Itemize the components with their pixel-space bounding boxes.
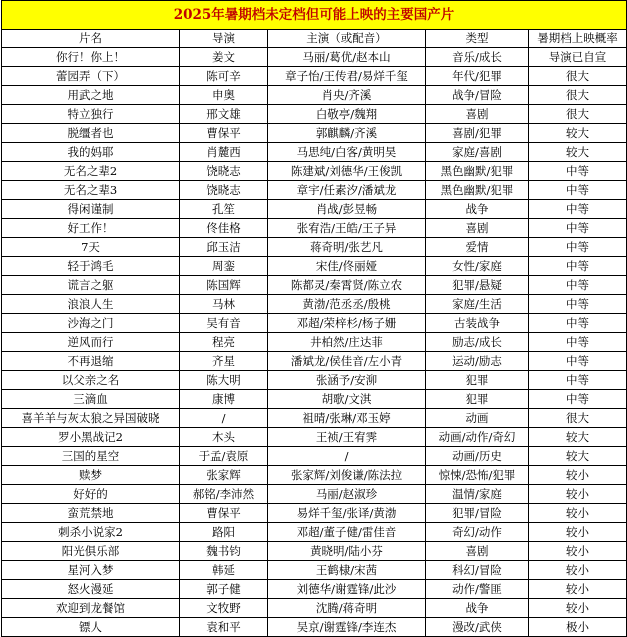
genre-cell: 家庭/生活 <box>426 295 529 314</box>
director-cell: 陈大明 <box>180 371 268 390</box>
film-title-cell: 阳光俱乐部 <box>2 542 180 561</box>
genre-cell: 古装战争 <box>426 314 529 333</box>
genre-cell: 喜剧 <box>426 542 529 561</box>
director-cell: 文牧野 <box>180 599 268 618</box>
probability-cell: 中等 <box>529 162 627 181</box>
genre-cell: 犯罪 <box>426 390 529 409</box>
film-title-cell: 好工作！ <box>2 219 180 238</box>
genre-cell: 战争 <box>426 200 529 219</box>
cast-cell: 王鹤棣/宋茜 <box>268 561 426 580</box>
cast-cell: 胡歌/文淇 <box>268 390 426 409</box>
genre-cell: 女性/家庭 <box>426 257 529 276</box>
genre-cell: 战争/冒险 <box>426 86 529 105</box>
cast-cell: 宋佳/佟丽娅 <box>268 257 426 276</box>
director-cell: 曹保平 <box>180 504 268 523</box>
table-row <box>2 485 627 504</box>
genre-cell: 喜剧 <box>426 105 529 124</box>
film-title-cell: 7天 <box>2 238 180 257</box>
probability-cell: 中等 <box>529 238 627 257</box>
film-title-cell: 谎言之躯 <box>2 276 180 295</box>
probability-cell: 很大 <box>529 409 627 428</box>
director-cell: 陈可辛 <box>180 67 268 86</box>
probability-cell: 中等 <box>529 219 627 238</box>
director-cell: 韩延 <box>180 561 268 580</box>
table-row <box>2 542 627 561</box>
genre-cell: 黑色幽默/犯罪 <box>426 162 529 181</box>
probability-cell: 较小 <box>529 466 627 485</box>
director-cell: 郝铭/李沛然 <box>180 485 268 504</box>
table-row <box>2 105 627 124</box>
director-cell: 饶晓志 <box>180 162 268 181</box>
director-cell: 袁和平 <box>180 618 268 637</box>
film-title-cell: 浪浪人生 <box>2 295 180 314</box>
genre-cell: 动画/动作/奇幻 <box>426 428 529 447</box>
genre-cell: 励志/成长 <box>426 333 529 352</box>
table-row <box>2 333 627 352</box>
table-row <box>2 200 627 219</box>
film-title-cell: 脱缰者也 <box>2 124 180 143</box>
film-title-cell: 镖人 <box>2 618 180 637</box>
table-row <box>2 618 627 637</box>
table-row <box>2 143 627 162</box>
film-title-cell: 无名之辈3 <box>2 181 180 200</box>
film-title-cell: 轻于鸿毛 <box>2 257 180 276</box>
genre-cell: 音乐/成长 <box>426 48 529 67</box>
film-title-cell: 不再退缩 <box>2 352 180 371</box>
director-cell: 陈国辉 <box>180 276 268 295</box>
probability-cell: 较小 <box>529 485 627 504</box>
film-title-cell: 得闲谨制 <box>2 200 180 219</box>
table-row <box>2 257 627 276</box>
cast-cell: 马丽/葛优/赵本山 <box>268 48 426 67</box>
probability-cell: 较大 <box>529 143 627 162</box>
film-title-cell: 赎梦 <box>2 466 180 485</box>
film-title-cell: 好好的 <box>2 485 180 504</box>
probability-cell: 较小 <box>529 504 627 523</box>
table-row <box>2 162 627 181</box>
film-title-cell: 怒火漫延 <box>2 580 180 599</box>
probability-cell: 较大 <box>529 447 627 466</box>
director-cell: 孔笙 <box>180 200 268 219</box>
column-header-title: 片名 <box>2 30 180 48</box>
director-cell: 肖麓西 <box>180 143 268 162</box>
genre-cell: 犯罪/悬疑 <box>426 276 529 295</box>
director-cell: 邱玉洁 <box>180 238 268 257</box>
director-cell: 木头 <box>180 428 268 447</box>
cast-cell: 张涵予/安泖 <box>268 371 426 390</box>
director-cell: 佟佳格 <box>180 219 268 238</box>
genre-cell: 动画/历史 <box>426 447 529 466</box>
cast-cell: 张宥浩/王皓/王子异 <box>268 219 426 238</box>
cast-cell: 沈腾/蒋奇明 <box>268 599 426 618</box>
genre-cell: 犯罪/冒险 <box>426 504 529 523</box>
director-cell: 周銮 <box>180 257 268 276</box>
cast-cell: 祖晴/张琳/邓玉婷 <box>268 409 426 428</box>
table-row <box>2 390 627 409</box>
film-title-cell: 我的妈耶 <box>2 143 180 162</box>
table-row <box>2 67 627 86</box>
genre-cell: 喜剧/犯罪 <box>426 124 529 143</box>
probability-cell: 中等 <box>529 390 627 409</box>
probability-cell: 较大 <box>529 124 627 143</box>
table-row <box>2 409 627 428</box>
table-row <box>2 48 627 67</box>
table-row <box>2 466 627 485</box>
cast-cell: 邓超/荣梓杉/杨子姗 <box>268 314 426 333</box>
table-row <box>2 295 627 314</box>
film-title-cell: 蕾园弄（下） <box>2 67 180 86</box>
column-header-probability: 暑期档上映概率 <box>529 30 627 48</box>
director-cell: 马林 <box>180 295 268 314</box>
cast-cell: 陈都灵/秦霄贤/陈立农 <box>268 276 426 295</box>
cast-cell: 易烊千玺/张译/黄渤 <box>268 504 426 523</box>
table-row <box>2 181 627 200</box>
genre-cell: 家庭/喜剧 <box>426 143 529 162</box>
cast-cell: 章子怡/王传君/易烊千玺 <box>268 67 426 86</box>
table-row <box>2 523 627 542</box>
film-title-cell: 你行！你上！ <box>2 48 180 67</box>
genre-cell: 温情/家庭 <box>426 485 529 504</box>
cast-cell: 马丽/赵淑珍 <box>268 485 426 504</box>
cast-cell: 井柏然/庄达菲 <box>268 333 426 352</box>
director-cell: 申奥 <box>180 86 268 105</box>
probability-cell: 较小 <box>529 542 627 561</box>
film-title-cell: 三国的星空 <box>2 447 180 466</box>
cast-cell: 刘德华/谢霆锋/此沙 <box>268 580 426 599</box>
cast-cell: 王祯/王宥霁 <box>268 428 426 447</box>
column-header-cast: 主演（或配音） <box>268 30 426 48</box>
table-row <box>2 447 627 466</box>
genre-cell: 惊悚/恐怖/犯罪 <box>426 466 529 485</box>
cast-cell: 潘斌龙/侯佳音/左小青 <box>268 352 426 371</box>
header-row <box>2 30 627 48</box>
probability-cell: 中等 <box>529 333 627 352</box>
probability-cell: 中等 <box>529 181 627 200</box>
cast-cell: 蒋奇明/张艺凡 <box>268 238 426 257</box>
film-title-cell: 喜羊羊与灰太狼之异国破晓 <box>2 409 180 428</box>
film-title-cell: 星河入梦 <box>2 561 180 580</box>
table-row <box>2 580 627 599</box>
director-cell: 张家辉 <box>180 466 268 485</box>
table-row <box>2 371 627 390</box>
cast-cell: 张家辉/刘俊谦/陈法拉 <box>268 466 426 485</box>
probability-cell: 中等 <box>529 200 627 219</box>
genre-cell: 动作/警匪 <box>426 580 529 599</box>
cast-cell: 章宇/任素汐/潘斌龙 <box>268 181 426 200</box>
director-cell: 康博 <box>180 390 268 409</box>
genre-cell: 科幻/冒险 <box>426 561 529 580</box>
probability-cell: 较小 <box>529 580 627 599</box>
cast-cell: / <box>268 447 426 466</box>
director-cell: 饶晓志 <box>180 181 268 200</box>
cast-cell: 陈建斌/刘德华/王俊凯 <box>268 162 426 181</box>
director-cell: 路阳 <box>180 523 268 542</box>
director-cell: / <box>180 409 268 428</box>
probability-cell: 导演已自宣 <box>529 48 627 67</box>
director-cell: 齐星 <box>180 352 268 371</box>
probability-cell: 很大 <box>529 67 627 86</box>
cast-cell: 黄晓明/陆小芬 <box>268 542 426 561</box>
film-title-cell: 罗小黑战记2 <box>2 428 180 447</box>
table-row <box>2 314 627 333</box>
probability-cell: 较小 <box>529 561 627 580</box>
table-row <box>2 219 627 238</box>
film-table <box>1 0 627 637</box>
genre-cell: 黑色幽默/犯罪 <box>426 181 529 200</box>
director-cell: 于孟/袁原 <box>180 447 268 466</box>
table-row <box>2 561 627 580</box>
film-title-cell: 用武之地 <box>2 86 180 105</box>
genre-cell: 运动/励志 <box>426 352 529 371</box>
genre-cell: 犯罪 <box>426 371 529 390</box>
probability-cell: 中等 <box>529 352 627 371</box>
genre-cell: 战争 <box>426 599 529 618</box>
cast-cell: 肖央/齐溪 <box>268 86 426 105</box>
director-cell: 吴有音 <box>180 314 268 333</box>
film-title-cell: 特立独行 <box>2 105 180 124</box>
genre-cell: 漫改/武侠 <box>426 618 529 637</box>
cast-cell: 马思纯/白客/黄明昊 <box>268 143 426 162</box>
cast-cell: 黄渤/范丞丞/殷桃 <box>268 295 426 314</box>
genre-cell: 爱情 <box>426 238 529 257</box>
table-row <box>2 352 627 371</box>
film-title-cell: 蛮荒禁地 <box>2 504 180 523</box>
table-row <box>2 504 627 523</box>
film-title-cell: 欢迎到龙餐馆 <box>2 599 180 618</box>
director-cell: 郭子健 <box>180 580 268 599</box>
table-row <box>2 599 627 618</box>
table-row <box>2 86 627 105</box>
cast-cell: 郭麒麟/齐溪 <box>268 124 426 143</box>
probability-cell: 较小 <box>529 523 627 542</box>
film-title-cell: 逆风而行 <box>2 333 180 352</box>
probability-cell: 中等 <box>529 295 627 314</box>
cast-cell: 吴京/谢霆锋/李连杰 <box>268 618 426 637</box>
genre-cell: 喜剧 <box>426 219 529 238</box>
director-cell: 姜文 <box>180 48 268 67</box>
film-title-cell: 沙海之门 <box>2 314 180 333</box>
film-title-cell: 刺杀小说家2 <box>2 523 180 542</box>
cast-cell: 肖战/彭昱畅 <box>268 200 426 219</box>
film-title-cell: 无名之辈2 <box>2 162 180 181</box>
cast-cell: 邓超/董子健/雷佳音 <box>268 523 426 542</box>
director-cell: 曹保平 <box>180 124 268 143</box>
director-cell: 魏书钧 <box>180 542 268 561</box>
genre-cell: 年代/犯罪 <box>426 67 529 86</box>
table-title: 2025年暑期档未定档但可能上映的主要国产片 <box>2 1 627 30</box>
director-cell: 邢文雄 <box>180 105 268 124</box>
probability-cell: 中等 <box>529 314 627 333</box>
column-header-director: 导演 <box>180 30 268 48</box>
probability-cell: 中等 <box>529 257 627 276</box>
cast-cell: 白敬亭/魏翔 <box>268 105 426 124</box>
genre-cell: 奇幻/动作 <box>426 523 529 542</box>
probability-cell: 中等 <box>529 276 627 295</box>
table-row <box>2 428 627 447</box>
genre-cell: 动画 <box>426 409 529 428</box>
probability-cell: 较大 <box>529 428 627 447</box>
column-header-genre: 类型 <box>426 30 529 48</box>
film-title-cell: 以父亲之名 <box>2 371 180 390</box>
probability-cell: 很大 <box>529 105 627 124</box>
table-row <box>2 276 627 295</box>
director-cell: 程亮 <box>180 333 268 352</box>
table-row <box>2 124 627 143</box>
film-title-cell: 三滴血 <box>2 390 180 409</box>
table-row <box>2 238 627 257</box>
probability-cell: 较小 <box>529 599 627 618</box>
probability-cell: 极小 <box>529 618 627 637</box>
probability-cell: 很大 <box>529 86 627 105</box>
probability-cell: 中等 <box>529 371 627 390</box>
